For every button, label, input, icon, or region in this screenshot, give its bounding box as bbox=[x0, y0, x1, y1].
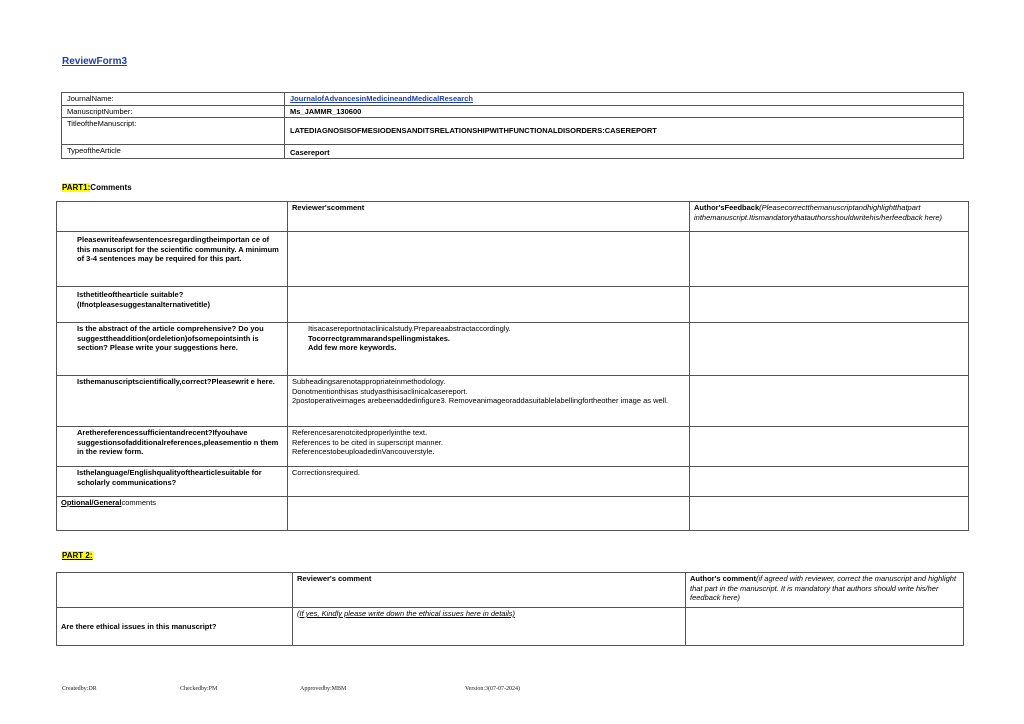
question-scientific: Isthemanuscriptscientifically,correct?Pleasewrit e here. bbox=[57, 376, 288, 427]
footer-approved: Approvedby:MBM bbox=[300, 686, 347, 692]
manuscript-number-value: Ms_JAMMR_130600 bbox=[285, 105, 964, 118]
article-type-value: Casereport bbox=[285, 145, 964, 159]
part2-header-author bbox=[686, 573, 964, 608]
footer-created: Createdby:DR bbox=[62, 686, 97, 692]
reviewer-comment-cell[interactable] bbox=[288, 323, 690, 376]
reviewer-comment-cell[interactable] bbox=[288, 232, 690, 287]
manuscript-title-value: LATEDIAGNOSISOFMESIODENSANDITSRELATIONSHIPWITHFUNCTIONALDISORDERS:CASEREPORT bbox=[285, 118, 964, 145]
table-row bbox=[57, 323, 969, 376]
author-feedback-instructions: (Pleasecorrectthemanuscriptandhighlightthatpart inthemanuscript.Itismandatorythatauthorsshouldwritehis/herfeedback here) bbox=[694, 203, 943, 222]
reviewer-comment-cell[interactable] bbox=[288, 376, 690, 427]
reviewer-comment-cell[interactable] bbox=[288, 427, 690, 467]
question-language: Isthelanguage/Englishqualityofthearticlesuitable for scholarly communications? bbox=[57, 467, 288, 497]
table-row bbox=[57, 467, 969, 497]
reviewer-comment-cell[interactable] bbox=[288, 467, 690, 497]
comment-line: Add few more keywords. bbox=[308, 343, 397, 352]
author-feedback-cell[interactable] bbox=[690, 427, 969, 467]
table-row bbox=[57, 232, 969, 287]
manuscript-meta-table bbox=[61, 92, 964, 159]
optional-general-label: Optional/General bbox=[61, 498, 122, 507]
ethics-hint: (If yes, Kindly please write down the ethical issues here in details) bbox=[297, 609, 516, 618]
comment-line: Tocorrectgrammarandspellingmistakes. bbox=[308, 333, 450, 343]
part1-label-rest: Comments bbox=[90, 183, 132, 192]
optional-comments-label bbox=[57, 497, 288, 531]
optional-comments-rest: comments bbox=[121, 498, 157, 507]
question-references: Arethereferencessufficientandrecent?Ifyouhave suggestionsofadditionalreferences,pleasementio n them in the review form. bbox=[57, 427, 288, 467]
manuscript-number-label: ManuscriptNumber: bbox=[62, 105, 285, 118]
comment-line: Donotmentionthisas studyasthisisaclinicalcasereport. bbox=[292, 386, 468, 396]
comment-line: ReferencestobeuploadedinVancouverstyle. bbox=[292, 447, 435, 456]
question-abstract: Is the abstract of the article comprehensive? Do you suggesttheaddition(ordeletion)ofsomepointsinth is section? Please write your suggestions here. bbox=[57, 323, 288, 376]
part1-header-blank bbox=[57, 202, 288, 232]
part1-comments-table bbox=[56, 201, 969, 531]
author-comment-title: Author's comment bbox=[690, 574, 756, 583]
comment-line: Subheadingsarenotappropriateinmethodology. bbox=[292, 377, 446, 386]
reviewer-comment-cell[interactable] bbox=[288, 497, 690, 531]
part1-header-author bbox=[690, 202, 969, 232]
form-title: ReviewForm3 bbox=[62, 56, 128, 67]
article-type-label: TypeoftheArticle bbox=[62, 145, 285, 159]
table-row bbox=[57, 376, 969, 427]
footer-checked: Checkedby:PM bbox=[180, 686, 218, 692]
part2-heading bbox=[62, 551, 93, 560]
part1-header-reviewer: Reviewer'scomment bbox=[288, 202, 690, 232]
author-comment-cell[interactable] bbox=[686, 608, 964, 646]
table-row bbox=[57, 287, 969, 323]
comment-line: Itisacasereportnotaclinicalstudy.Prepareaabstractaccordingly. bbox=[308, 324, 511, 333]
manuscript-title-label: TitleoftheManuscript: bbox=[62, 118, 285, 145]
comment-line: Referencesarenotcitedproperlyinthe text. bbox=[292, 428, 428, 437]
part1-label: PART1: bbox=[62, 183, 91, 192]
question-title: Isthetitleofthearticle suitable? (Ifnotpleasesuggestanalternativetitle) bbox=[57, 287, 288, 323]
author-comment-instructions: (if agreed with reviewer, correct the manuscript and highlight that part in the manuscript. It is mandatory that authors should write his/her feedback here) bbox=[690, 574, 957, 602]
author-feedback-title: Author'sFeedback bbox=[694, 203, 760, 212]
part1-heading bbox=[62, 183, 132, 192]
table-row bbox=[57, 427, 969, 467]
journal-link[interactable]: JournalofAdvancesinMedicineandMedicalResearch bbox=[290, 94, 473, 103]
reviewer-comment-cell[interactable] bbox=[288, 287, 690, 323]
table-row bbox=[57, 608, 964, 646]
footer-version: Version:3(07-07-2024) bbox=[465, 686, 520, 692]
comment-line: References to be cited in superscript manner. bbox=[292, 437, 443, 447]
comment-line: Correctionsrequired. bbox=[292, 468, 360, 477]
reviewer-comment-cell[interactable] bbox=[293, 608, 686, 646]
journal-value[interactable] bbox=[285, 93, 964, 106]
part2-header-blank bbox=[57, 573, 293, 608]
table-row bbox=[57, 497, 969, 531]
comment-line: 2postoperativeimages arebeenaddedinfigure3. Removeanimageoraddasuitablelabellingfortheother image as well. bbox=[292, 396, 669, 405]
author-feedback-cell[interactable] bbox=[690, 376, 969, 427]
part2-label: PART 2: bbox=[62, 551, 93, 560]
part2-ethics-table bbox=[56, 572, 964, 646]
author-feedback-cell[interactable] bbox=[690, 497, 969, 531]
journal-label: JournalName: bbox=[62, 93, 285, 106]
author-feedback-cell[interactable] bbox=[690, 323, 969, 376]
author-feedback-cell[interactable] bbox=[690, 287, 969, 323]
part2-header-reviewer: Reviewer's comment bbox=[293, 573, 686, 608]
author-feedback-cell[interactable] bbox=[690, 232, 969, 287]
question-ethics: Are there ethical issues in this manuscript? bbox=[57, 608, 293, 646]
question-importance: Pleasewriteafewsentencesregardingtheimportan ce of this manuscript for the scientific community. A minimum of 3-4 sentences may be required for this part. bbox=[57, 232, 288, 287]
author-feedback-cell[interactable] bbox=[690, 467, 969, 497]
